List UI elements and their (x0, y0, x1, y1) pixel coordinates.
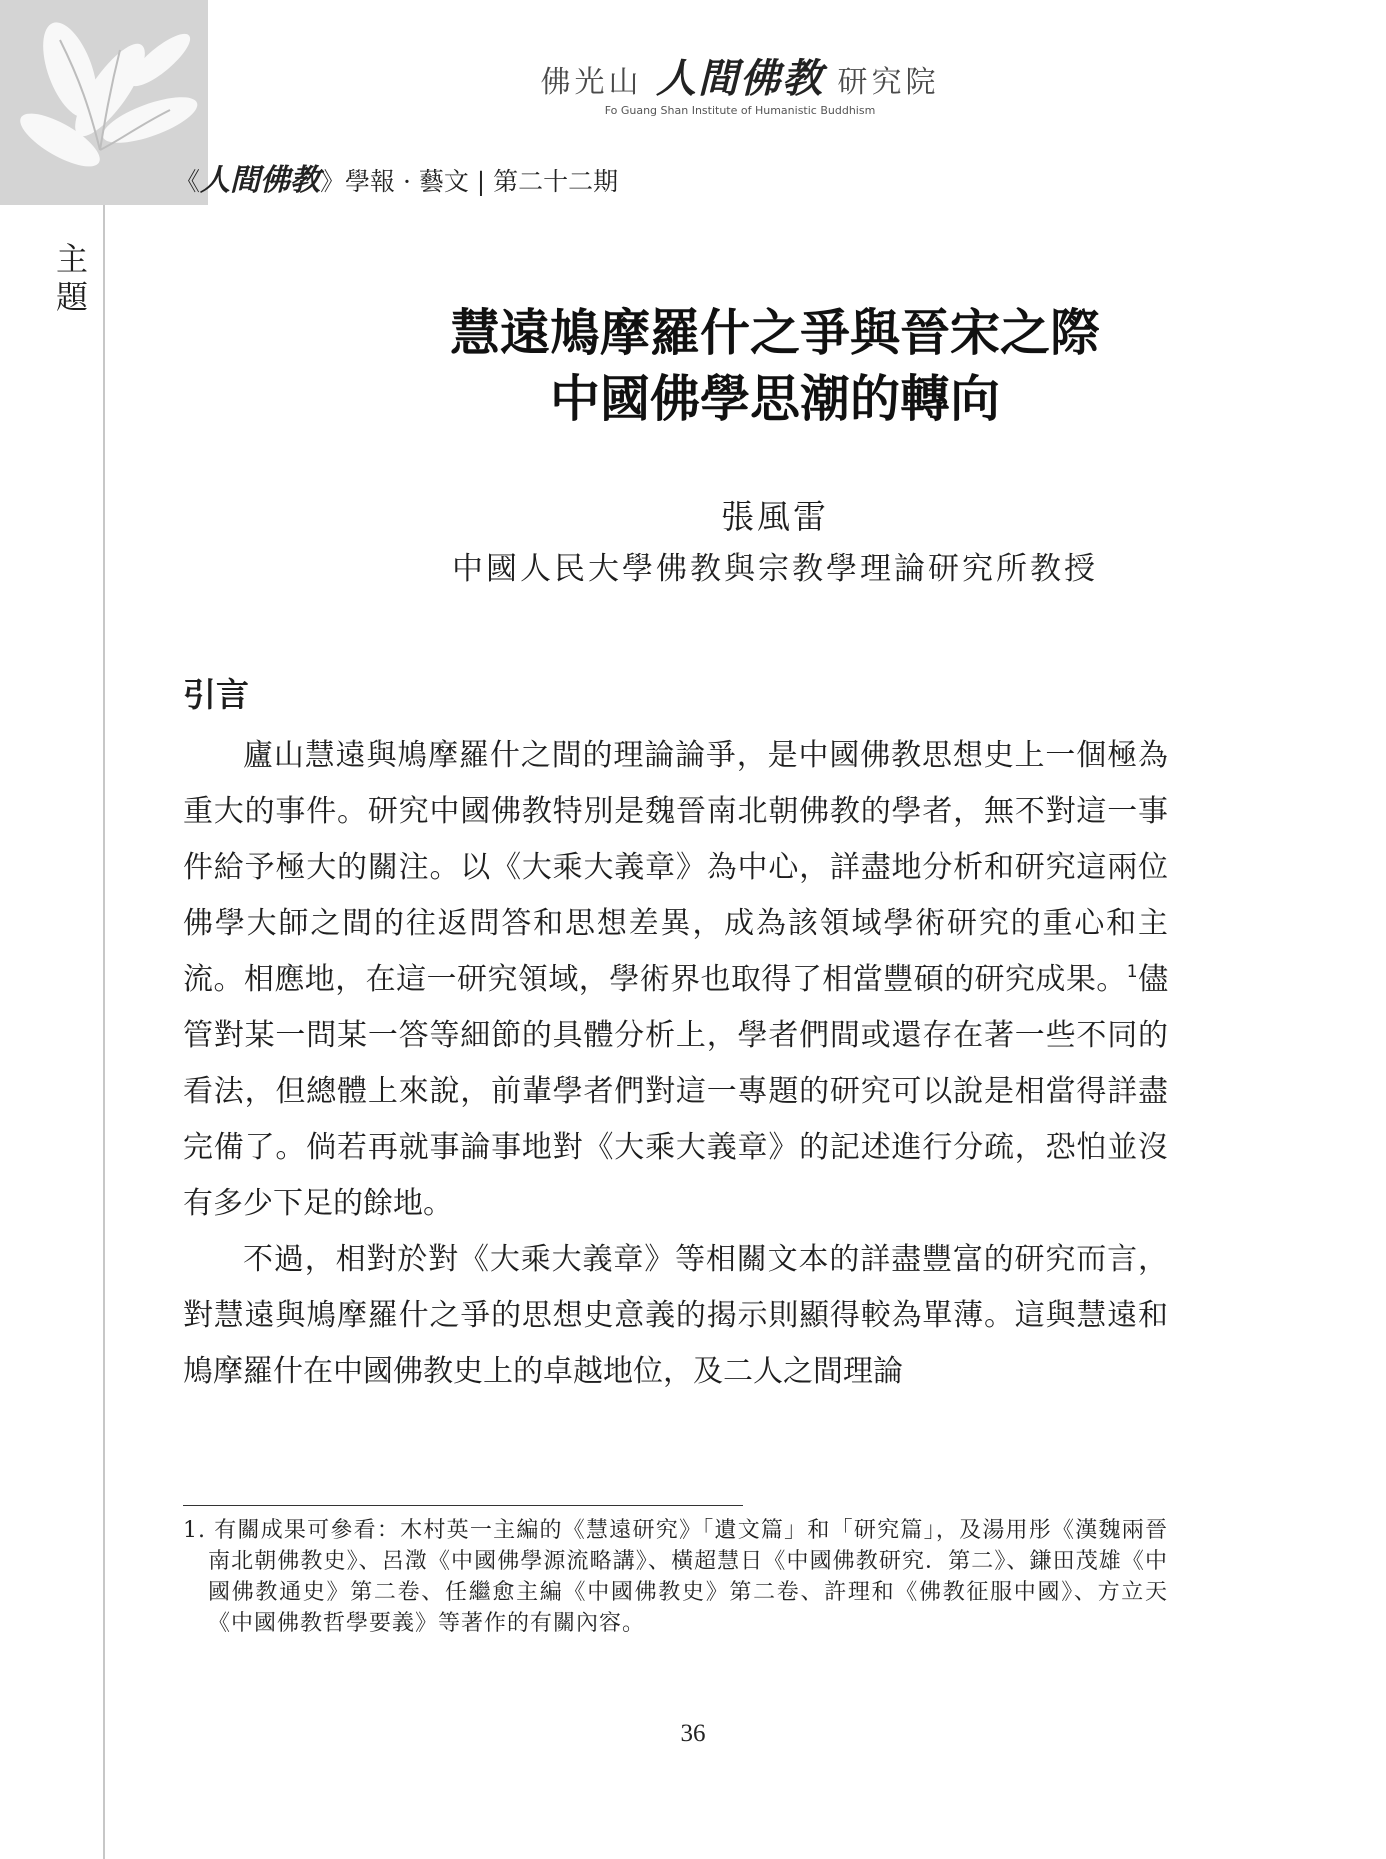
title-line-1: 慧遠鳩摩羅什之爭與晉宋之際 (450, 303, 1100, 362)
institute-suffix: 研究院 (837, 65, 940, 100)
paragraph (183, 728, 1168, 1232)
page-number: 36 (680, 1720, 706, 1747)
footnote-rule (183, 1505, 743, 1506)
journal-open-bracket: 《 (175, 167, 201, 196)
footnote-ref[interactable]: 1 (1126, 962, 1138, 982)
paragraph: 不過，相對於對《大乘大義章》等相關文本的詳盡豐富的研究而言，對慧遠與鳩摩羅什之爭的思想史意義的揭示則顯得較為單薄。這與慧遠和鳩摩羅什在中國佛教史上的卓越地位，及二人之間理論 (183, 1242, 1168, 1389)
institute-english-name: Fo Guang Shan Institute of Humanistic Buddhism (604, 104, 876, 117)
section-heading: 引言 (183, 675, 249, 714)
institute-brand: 人間佛教 (656, 55, 824, 102)
margin-rule (103, 205, 105, 1859)
journal-brand: 人間佛教 (200, 163, 321, 198)
title-line-2: 中國佛學思潮的轉向 (550, 369, 1000, 428)
journal-running-head (175, 164, 618, 199)
article-title (200, 300, 1350, 432)
journal-issue: 》學報 · 藝文 | 第二十二期 (320, 167, 619, 196)
author-name: 張風雷 (721, 497, 829, 536)
paragraph-text: 儘管對某一問某一答等細節的具體分析上，學者們間或還存在著一些不同的看法，但總體上來說，前輩學者們對這一專題的研究可以說是相當得詳盡完備了。倘若再就事論事地對《大乘大義章》的記述進行分疏，恐怕並沒有多少下足的餘地。 (183, 962, 1169, 1221)
section-side-tab: 主題 (56, 240, 89, 316)
article-body (183, 728, 1168, 1400)
institute-name (460, 55, 1020, 102)
paragraph-text: 廬山慧遠與鳩摩羅什之間的理論論爭，是中國佛教思想史上一個極為重大的事件。研究中國佛教特別是魏晉南北朝佛教的學者，無不對這一事件給予極大的關注。以《大乘大義章》為中心，詳盡地分析和研究這兩位佛學大師之間的往返問答和思想差異，成為該領域學術研究的重心和主流。相應地，在這一研究領域，學術界也取得了相當豐碩的研究成果。 (183, 738, 1168, 997)
author-affiliation: 中國人民大學佛教與宗教學理論研究所教授 (452, 551, 1098, 587)
institute-header (460, 55, 1020, 117)
institute-prefix: 佛光山 (540, 65, 643, 100)
footnote: 1. 有關成果可參看：木村英一主編的《慧遠研究》「遺文篇」和「研究篇」，及湯用彤《漢魏兩晉南北朝佛教史》、呂澂《中國佛學源流略講》、橫超慧日《中國佛教研究．第二》、鎌田茂雄《中國佛教通史》第二卷、任繼愈主編《中國佛教史》第二卷、許理和《佛教征服中國》、方立天《中國佛教哲學要義》等著作的有關內容。 (183, 1518, 1168, 1636)
